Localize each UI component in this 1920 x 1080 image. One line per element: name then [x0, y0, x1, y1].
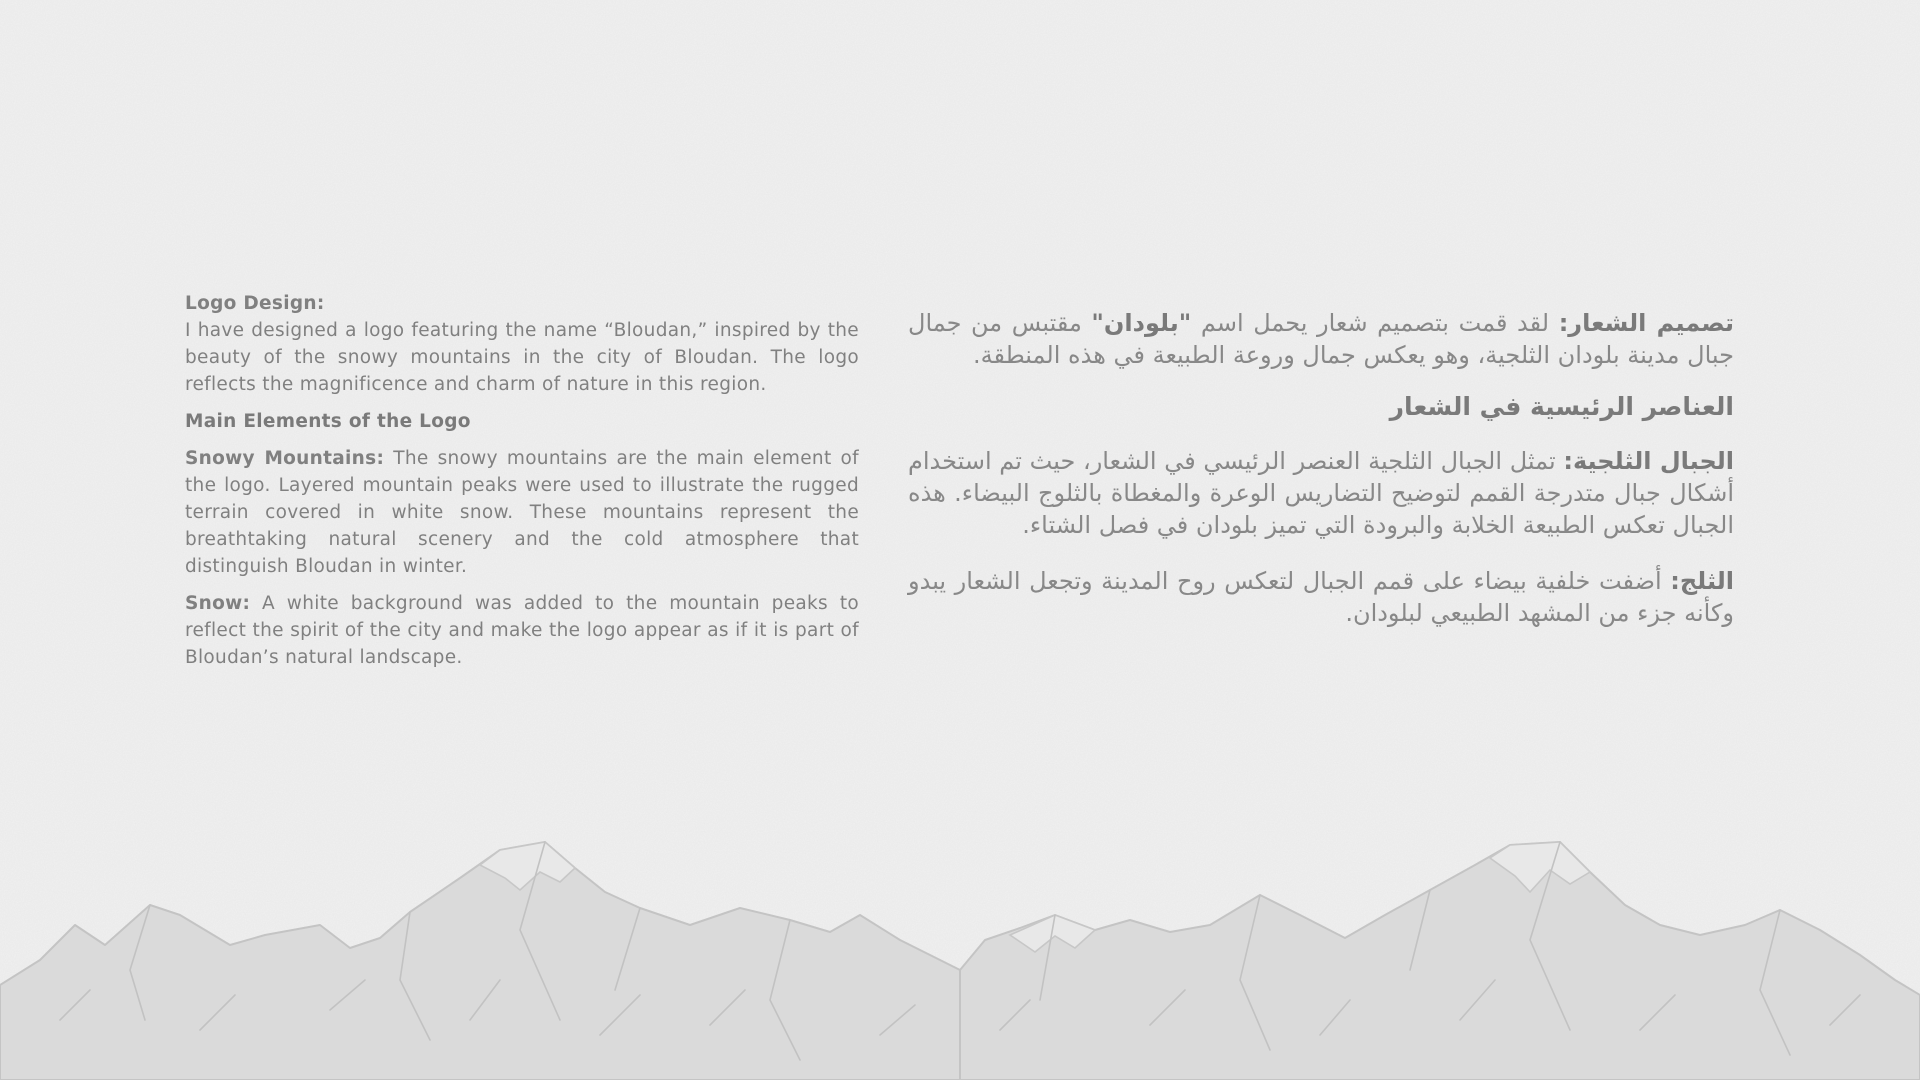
arabic-mountains-label: الجبال الثلجية: [1563, 447, 1735, 475]
snowy-mountains-text: The snowy mountains are the main element of the logo. Layered mountain peaks were used to illustrate the rugged terrain covered in white snow. These mountains represent the breathtaking natural scenery and the cold atmosphere that distinguish Bloudan in winter. [185, 448, 859, 577]
snow-paragraph [185, 590, 859, 671]
arabic-intro-paragraph [908, 307, 1734, 371]
logo-design-label: Logo Design: [185, 293, 325, 314]
arabic-snow-paragraph [908, 565, 1734, 629]
snowy-mountains-paragraph [185, 445, 859, 580]
arabic-intro-text-after: مقتبس من جمال جبال مدينة بلودان الثلجية، وهو يعكس جمال وروعة الطبيعة في هذه المنطقة. [908, 309, 1734, 369]
arabic-intro-name: "بلودان" [1091, 309, 1192, 337]
arabic-text-column [908, 307, 1734, 653]
arabic-mountains-paragraph [908, 445, 1734, 541]
mountain-range-illustration [0, 820, 1920, 1080]
arabic-intro-label: تصميم الشعار: [1558, 309, 1734, 337]
english-text-column [185, 290, 859, 681]
snowy-mountains-label: Snowy Mountains: [185, 448, 385, 469]
mountain-right-range [960, 842, 1920, 1080]
snow-label: Snow: [185, 593, 251, 614]
arabic-intro-text-before: لقد قمت بتصميم شعار يحمل اسم [1191, 309, 1559, 337]
arabic-main-elements-heading: العناصر الرئيسية في الشعار [1389, 392, 1734, 421]
mountain-left-range [0, 842, 960, 1080]
arabic-snow-text: أضفت خلفية بيضاء على قمم الجبال لتعكس روح المدينة وتجعل الشعار يبدو وكأنه جزء من المشهد الطبيعي لبلودان. [908, 567, 1734, 627]
snow-text: A white background was added to the mountain peaks to reflect the spirit of the city and make the logo appear as if it is part of Bloudan’s natural landscape. [185, 593, 859, 668]
logo-design-text: I have designed a logo featuring the name “Bloudan,” inspired by the beauty of the snowy mountains in the city of Bloudan. The logo reflects the magnificence and charm of nature in this region. [185, 320, 859, 395]
arabic-mountains-text: تمثل الجبال الثلجية العنصر الرئيسي في الشعار، حيث تم استخدام أشكال جبال متدرجة القمم لتوضيح التضاريس الوعرة والمغطاة بالثلوج البيضاء. هذه الجبال تعكس الطبيعة الخلابة والبرودة التي تميز بلودان في فصل الشتاء. [908, 447, 1734, 539]
arabic-snow-label: الثلج: [1670, 567, 1734, 595]
main-elements-heading: Main Elements of the Logo [185, 411, 471, 432]
